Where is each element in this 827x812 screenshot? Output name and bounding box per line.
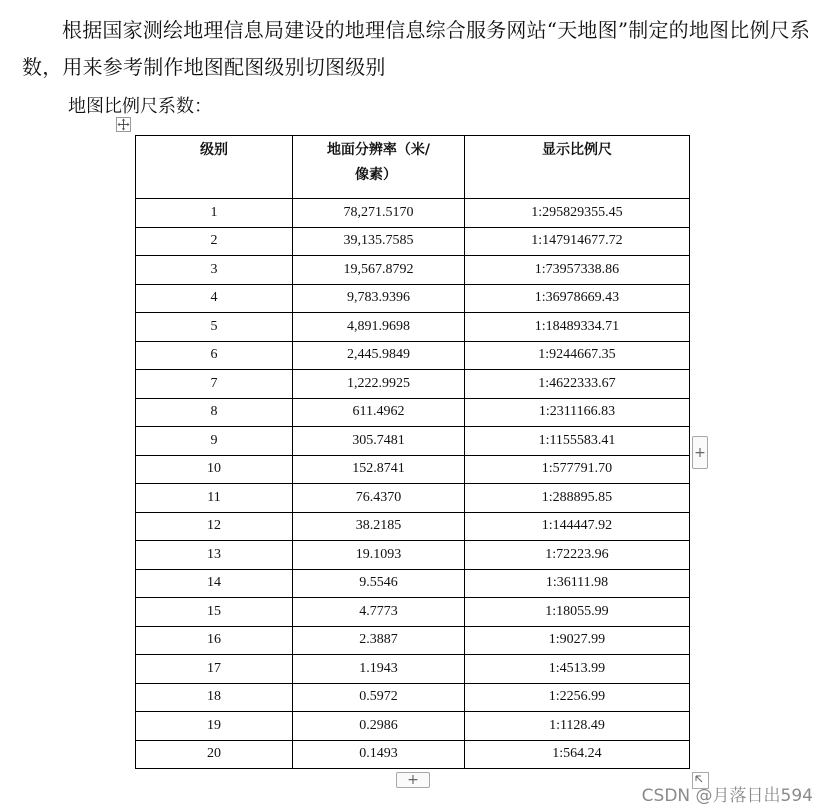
cell-scale: 1:577791.70: [465, 455, 690, 484]
cell-scale: 1:2256.99: [465, 683, 690, 712]
table-row: [136, 541, 690, 570]
cell-scale: 1:2311166.83: [465, 398, 690, 427]
table-row: [136, 398, 690, 427]
cell-scale: 1:18489334.71: [465, 313, 690, 342]
cell-resolution: 611.4962: [293, 398, 465, 427]
cell-scale: 1:4622333.67: [465, 370, 690, 399]
cell-resolution: 0.2986: [293, 712, 465, 741]
cell-resolution: 38.2185: [293, 512, 465, 541]
cell-resolution: 19.1093: [293, 541, 465, 570]
header-resolution-line2: 像素）: [355, 167, 397, 183]
cell-scale: 1:18055.99: [465, 598, 690, 627]
cell-resolution: 0.1493: [293, 740, 465, 769]
cell-scale: 1:73957338.86: [465, 256, 690, 285]
cell-scale: 1:9244667.35: [465, 341, 690, 370]
table-row: [136, 512, 690, 541]
table-header-row: [136, 136, 690, 199]
header-resolution: [293, 136, 465, 199]
cell-scale: 1:36111.98: [465, 569, 690, 598]
intro-paragraph: [22, 12, 812, 86]
table-row: [136, 655, 690, 684]
cell-scale: 1:1155583.41: [465, 427, 690, 456]
csdn-watermark: CSDN @月落日出594: [641, 786, 813, 806]
table-row: [136, 427, 690, 456]
intro-text: 根据国家测绘地理信息局建设的地理信息综合服务网站“天地图”制定的地图比例尺系数，用来参考制作地图配图级别切图级别: [22, 18, 811, 79]
cell-level: 10: [136, 455, 293, 484]
table-row: [136, 341, 690, 370]
cell-level: 7: [136, 370, 293, 399]
cell-scale: 1:147914677.72: [465, 227, 690, 256]
table-row: [136, 683, 690, 712]
cell-level: 8: [136, 398, 293, 427]
table-row: [136, 199, 690, 228]
header-resolution-line1: 地面分辨率（米/: [326, 142, 431, 158]
cell-resolution: 2,445.9849: [293, 341, 465, 370]
cell-level: 9: [136, 427, 293, 456]
cell-resolution: 39,135.7585: [293, 227, 465, 256]
cell-level: 16: [136, 626, 293, 655]
cell-level: 13: [136, 541, 293, 570]
cell-level: 14: [136, 569, 293, 598]
cell-level: 19: [136, 712, 293, 741]
table-row: [136, 740, 690, 769]
cell-scale: 1:72223.96: [465, 541, 690, 570]
header-level: 级别: [136, 136, 293, 199]
cell-resolution: 1.1943: [293, 655, 465, 684]
table-row: [136, 227, 690, 256]
cell-scale: 1:564.24: [465, 740, 690, 769]
cell-resolution: 19,567.8792: [293, 256, 465, 285]
cell-level: 5: [136, 313, 293, 342]
cell-scale: 1:4513.99: [465, 655, 690, 684]
cell-scale: 1:288895.85: [465, 484, 690, 513]
cell-scale: 1:1128.49: [465, 712, 690, 741]
add-column-button[interactable]: +: [692, 436, 708, 469]
cell-scale: 1:295829355.45: [465, 199, 690, 228]
cell-scale: 1:36978669.43: [465, 284, 690, 313]
cell-level: 17: [136, 655, 293, 684]
table-row: [136, 455, 690, 484]
scale-table: [135, 135, 690, 769]
cell-level: 6: [136, 341, 293, 370]
table-row: [136, 712, 690, 741]
table-row: [136, 484, 690, 513]
cell-resolution: 78,271.5170: [293, 199, 465, 228]
table-move-handle[interactable]: [116, 117, 131, 132]
cell-level: 12: [136, 512, 293, 541]
cell-level: 11: [136, 484, 293, 513]
cell-resolution: 152.8741: [293, 455, 465, 484]
table-row: [136, 626, 690, 655]
header-scale: 显示比例尺: [465, 136, 690, 199]
move-icon: [117, 118, 130, 131]
cell-scale: 1:9027.99: [465, 626, 690, 655]
add-row-button[interactable]: +: [396, 772, 430, 788]
table-row: [136, 569, 690, 598]
cell-level: 4: [136, 284, 293, 313]
cell-resolution: 305.7481: [293, 427, 465, 456]
cell-resolution: 9.5546: [293, 569, 465, 598]
table-row: [136, 284, 690, 313]
table-row: [136, 598, 690, 627]
cell-resolution: 76.4370: [293, 484, 465, 513]
cell-resolution: 4,891.9698: [293, 313, 465, 342]
table-caption: 地图比例尺系数：: [68, 96, 212, 117]
cell-scale: 1:144447.92: [465, 512, 690, 541]
cell-resolution: 4.7773: [293, 598, 465, 627]
cell-resolution: 1,222.9925: [293, 370, 465, 399]
cell-level: 3: [136, 256, 293, 285]
table-row: [136, 256, 690, 285]
cell-level: 15: [136, 598, 293, 627]
table-row: [136, 370, 690, 399]
cell-level: 18: [136, 683, 293, 712]
cell-level: 2: [136, 227, 293, 256]
cell-resolution: 9,783.9396: [293, 284, 465, 313]
table-row: [136, 313, 690, 342]
cell-resolution: 0.5972: [293, 683, 465, 712]
cell-resolution: 2.3887: [293, 626, 465, 655]
cell-level: 20: [136, 740, 293, 769]
cell-level: 1: [136, 199, 293, 228]
